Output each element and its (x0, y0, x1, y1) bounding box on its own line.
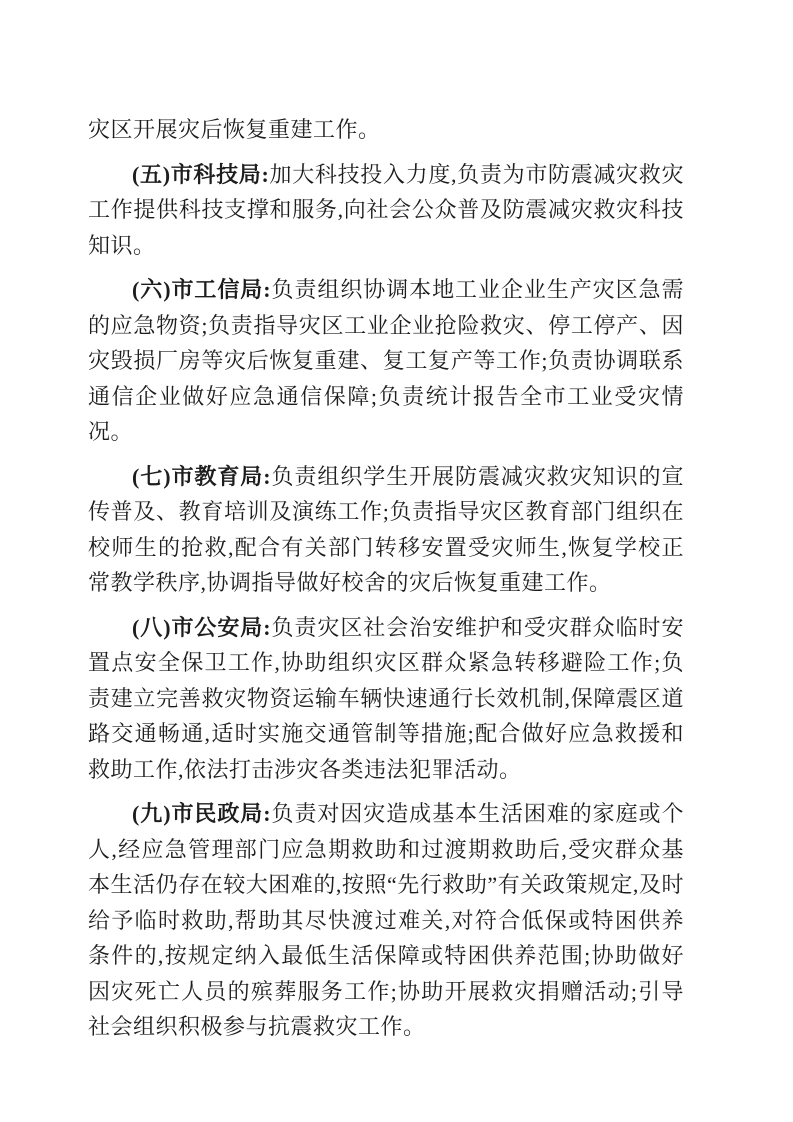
section-text-7: 负责组织学生开展防震减灾救灾知识的宣传普及、教育培训及演练工作;负责指导灾区教育部门组织在校师生的抢救,配合有关部门转移安置受灾师生,恢复学校正常教学秩序,协调指导做好校舍的灾后恢复重建工作。 (88, 463, 684, 595)
section-heading-9: (九)市民政局: (132, 801, 272, 826)
section-text: 灾区开展灾后恢复重建工作。 (88, 117, 381, 142)
section-text-6: 负责组织协调本地工业企业生产灾区急需的应急物资;负责指导灾区工业企业抢险救灾、停工停产、因灾毁损厂房等灾后恢复重建、复工复产等工作;负责协调联系通信企业做好应急通信保障;负责统计报告全市工业受灾情况。 (88, 277, 684, 444)
section-heading-5: (五)市科技局: (132, 161, 270, 187)
paragraph-section-7 (88, 459, 684, 601)
section-text-9: 负责对因灾造成基本生活困难的家庭或个人,经应急管理部门应急期救助和过渡期救助后,受灾群众基本生活仍存在较大困难的,按照“先行救助”有关政策规定,及时给予临时救助,帮助其尽快渡过难关,对符合低保或特困供养条件的,按规定纳入最低生活保障或特困供养范围;协助做好因灾死亡人员的殡葬服务工作;协助开展救灾捐赠活动;引导社会组织积极参与抗震救灾工作。 (88, 801, 684, 1039)
document-body (88, 112, 684, 1054)
paragraph-section-5 (88, 157, 684, 264)
section-heading-7: (七)市教育局: (132, 463, 272, 489)
section-text-5: 加大科技投入力度,负责为市防震减灾救灾工作提供科技支撑和服务,向社会公众普及防震减灾救灾科技知识。 (88, 161, 684, 258)
section-heading-8: (八)市公安局: (132, 614, 272, 640)
paragraph-section-6 (88, 272, 684, 450)
paragraph-continuation (88, 112, 684, 148)
paragraph-section-9 (88, 796, 684, 1045)
section-text-8: 负责灾区社会治安维护和受灾群众临时安置点安全保卫工作,协助组织灾区群众紧急转移避险工作;负责建立完善救灾物资运输车辆快速通行长效机制,保障震区道路交通畅通,适时实施交通管制等措施;配合做好应急救援和救助工作,依法打击涉灾各类违法犯罪活动。 (88, 614, 684, 782)
section-heading-6: (六)市工信局: (132, 277, 272, 302)
paragraph-section-8 (88, 610, 684, 788)
